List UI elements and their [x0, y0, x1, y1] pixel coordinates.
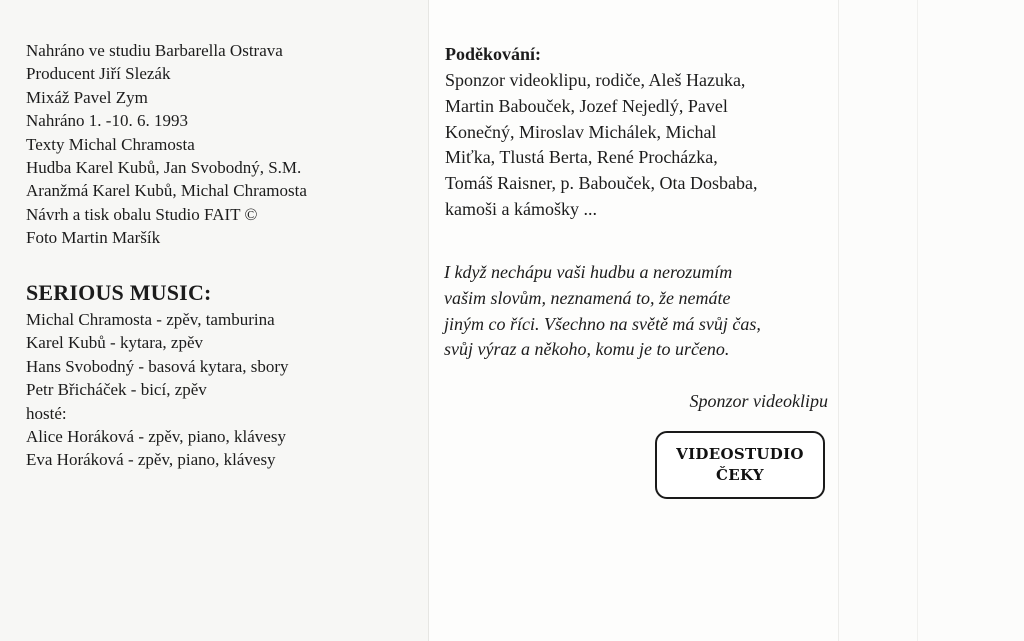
credit-line-photo: Foto Martin Maršík: [26, 228, 161, 248]
production-credits: [26, 39, 307, 250]
credit-line-cover-design: Návrh a tisk obalu Studio FAIT ©: [26, 204, 258, 224]
guests-heading: hosté:: [26, 403, 67, 423]
member-line: Michal Chramosta - zpěv, tamburina: [26, 310, 275, 329]
credit-line-recorded-studio: Nahráno ve studiu Barbarella Ostrava: [26, 41, 283, 60]
credit-line-recorded-date: Nahráno 1. -10. 6. 1993: [26, 111, 188, 131]
fold-line: [917, 0, 918, 641]
band-title: SERIOUS MUSIC:: [26, 280, 212, 305]
sponsor-logo-line-1: VIDEOSTUDIO: [676, 445, 804, 463]
member-line: Petr Břicháček - bicí, zpěv: [26, 380, 207, 400]
sponsor-label: Sponzor videoklipu: [689, 391, 828, 411]
credit-line-music: Hudba Karel Kubů, Jan Svobodný, S.M.: [26, 158, 302, 178]
member-line: Hans Svobodný - basová kytara, sbory: [26, 356, 289, 376]
sponsor-logo-line-2: ČEKY: [716, 466, 764, 484]
band-members-list: [26, 308, 289, 472]
thanks-text: Sponzor videoklipu, rodiče, Aleš Hazuka, Martin Babouček, Jozef Nejedlý, Pavel Konečný, Miroslav Michálek, Michal Miťka, Tlustá Berta, René Procházka, Tomáš Raisner, p. Babouček, Ota Dosbaba, kamoši a kámošky ...: [445, 70, 758, 219]
guest-line: Eva Horáková - zpěv, piano, klávesy: [26, 450, 276, 470]
sponsor-logo: [655, 431, 825, 499]
right-flap-panel: [838, 0, 1024, 641]
fold-line: [428, 0, 429, 641]
credit-line-arrangement: Aranžmá Karel Kubů, Michal Chramosta: [26, 181, 307, 201]
member-line: Karel Kubů - kytara, zpěv: [26, 333, 204, 353]
fold-line: [838, 0, 839, 641]
credit-line-mix: Mixáž Pavel Zym: [26, 87, 148, 107]
guest-line: Alice Horáková - zpěv, piano, klávesy: [26, 427, 286, 447]
credit-line-lyrics: Texty Michal Chramosta: [26, 134, 195, 154]
credit-line-producer: Producent Jiří Slezák: [26, 64, 171, 84]
quote-text: I když nechápu vaši hudbu a nerozumím vašim slovům, neznamená to, že nemáte jiným co říci. Všechno na světě má svůj čas, svůj výraz a někoho, komu je to určeno.: [444, 262, 761, 360]
thanks-title: Poděkování:: [445, 44, 542, 64]
